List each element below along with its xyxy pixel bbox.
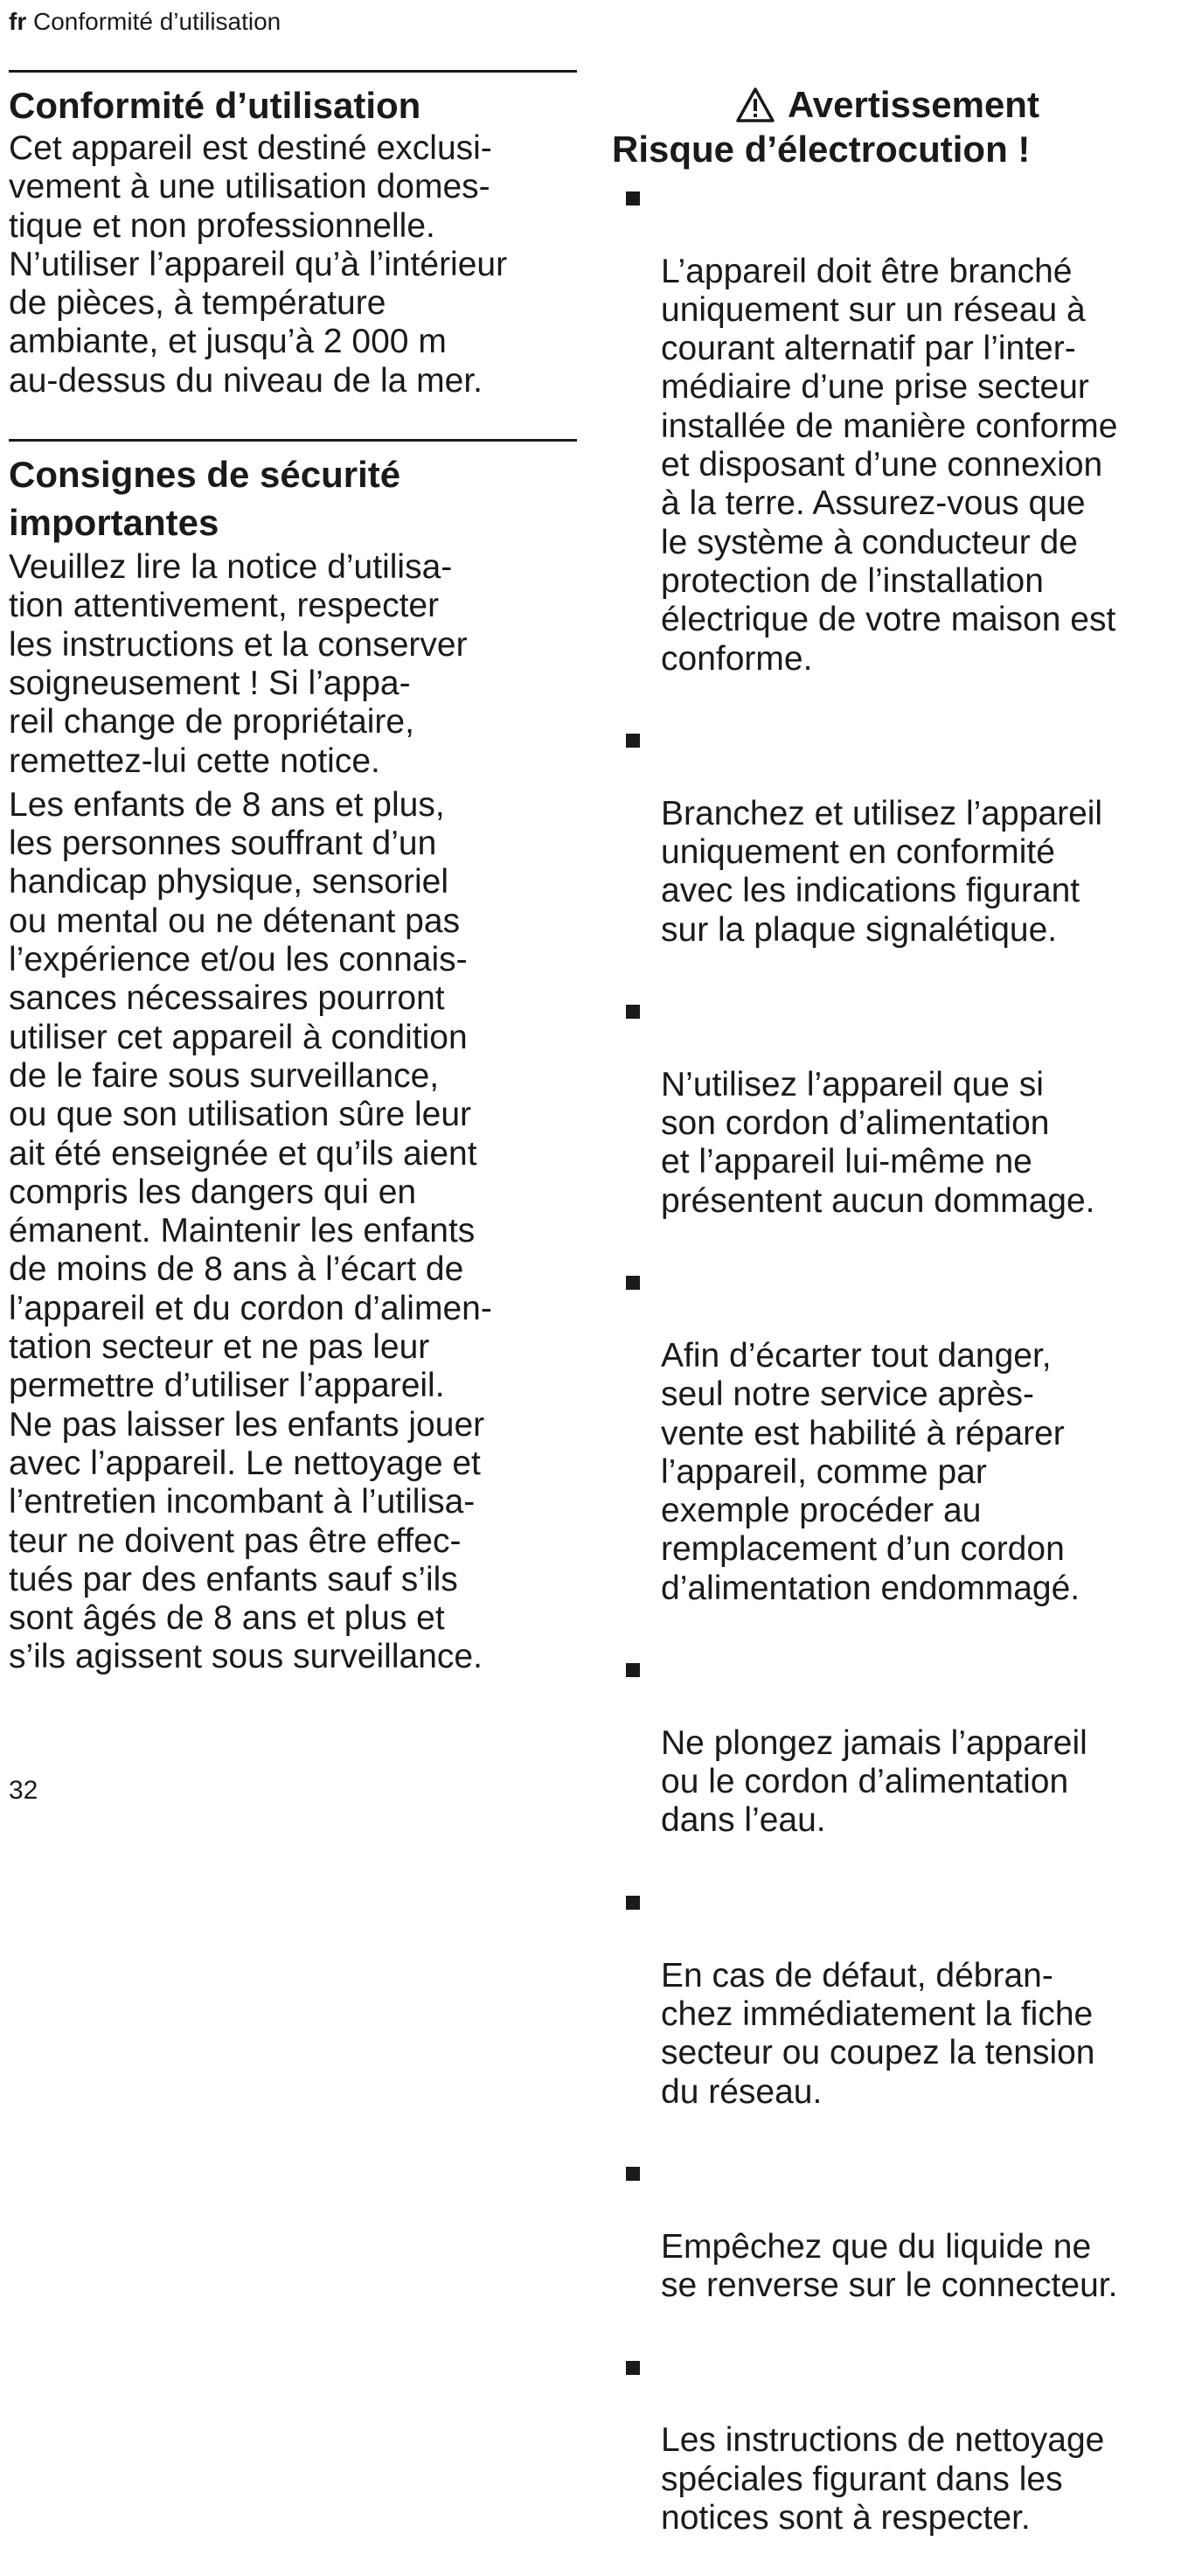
section-title-line1: Consignes de sécurité: [9, 454, 401, 496]
paragraph-lire-notice: Veuillez lire la notice d’utilisa- tion attentivement, respecter les instructions et la conserver soigneusement ! Si l’appa- reil change de propriétaire, remettez-lui cette notice.: [9, 548, 468, 780]
running-header: [9, 7, 281, 37]
safety-bullet-list: [612, 175, 1189, 2576]
paragraph-usage-interieur: N’utiliser l’appareil qu’à l’intérieur de pièces, à température ambiante, et jusqu’à 2 000 m au-dessus du niveau de la mer.: [9, 245, 508, 400]
bullet-square-icon: [626, 1663, 640, 1677]
page-number: 32: [9, 1776, 38, 1805]
bullet-square-icon: [626, 734, 640, 748]
bullet-text: Les instructions de nettoyage spéciales figurant dans les notices sont à respecter.: [661, 2421, 1105, 2537]
section-title-line2: importantes: [9, 502, 219, 544]
warning-title: Avertissement: [788, 84, 1039, 125]
bullet-text: Branchez et utilisez l’appareil uniquement en conformité avec les indications figurant sur la plaque signalétique.: [661, 794, 1103, 949]
section-title-conformite: Conformité d’utilisation: [9, 85, 421, 126]
running-header-title: Conformité d’utilisation: [33, 8, 281, 35]
list-item: [612, 1259, 1189, 1647]
section-title-consignes: [9, 450, 586, 547]
list-item: [612, 2344, 1189, 2576]
bullet-square-icon: [626, 1276, 640, 1290]
bullet-square-icon: [626, 191, 640, 205]
bullet-text: Empêchez que du liquide ne se renverse sur le connecteur.: [661, 2227, 1118, 2305]
bullet-text: N’utilisez l’appareil que si son cordon d’alimentation et l’appareil lui-même ne présentent aucun dommage.: [661, 1065, 1095, 1220]
warning-heading: [612, 82, 1189, 128]
bullet-square-icon: [626, 2361, 640, 2375]
list-item: [612, 175, 1189, 717]
bullet-square-icon: [626, 2167, 640, 2181]
list-item: [612, 1879, 1189, 2150]
bullet-text: Ne plongez jamais l’appareil ou le cordon d’alimentation dans l’eau.: [661, 1723, 1087, 1840]
warning-triangle-icon: [735, 87, 775, 123]
bullet-text: En cas de défaut, débran- chez immédiatement la fiche secteur ou coupez la tension du réseau.: [661, 1956, 1095, 2111]
paragraph-enfants: Les enfants de 8 ans et plus, les personnes souffrant d’un handicap physique, sensoriel ou mental ou ne détenant pas l’expérience et/ou les connais- sances nécessaires pourront utiliser cet appareil à condition de le faire sous surveillance, ou que son utilisation sûre leur ait été enseignée et qu’ils aient compris les dangers qui en émanent. Maintenir les enfants de moins de 8 ans à l’écart de l’appareil et du cordon d’alimen- tation secteur et ne pas leur permettre d’utiliser l’appareil. Ne pas laisser les enfants jouer avec l’appareil. Le nettoyage et l’entretien incombant à l’utilisa- teur ne doivent pas être effec- tués par des enfants sauf s’ils sont âgés de 8 ans et plus et s’ils agissent sous surveillance.: [9, 785, 492, 1676]
right-column: [612, 70, 1189, 2576]
list-item: [612, 1647, 1189, 1879]
list-item: [612, 717, 1189, 988]
list-item: [612, 988, 1189, 1259]
warning-subtitle: Risque d’électrocution !: [612, 129, 1031, 170]
left-column: [9, 70, 586, 1677]
paragraph-usage-domestique: Cet appareil est destiné exclusi- vement à une utilisation domes- tique et non professionnelle.: [9, 129, 492, 245]
language-code: fr: [9, 8, 27, 35]
bullet-text: L’appareil doit être branché uniquement sur un réseau à courant alternatif par l’inter- médiaire d’une prise secteur installée de manière conforme et disposant d’une connexion à la terre. Assurez-vous que le système à conducteur de protection de l’installation électrique de votre maison est conforme.: [661, 252, 1118, 678]
bullet-text: Afin d’écarter tout danger, seul notre service après- vente est habilité à réparer l’appareil, comme par exemple procéder au remplacement d’un cordon d’alimentation endommagé.: [661, 1336, 1080, 1607]
section-divider: [9, 439, 577, 442]
section-divider: [9, 70, 577, 73]
bullet-square-icon: [626, 1005, 640, 1019]
list-item: [612, 2150, 1189, 2343]
bullet-square-icon: [626, 1896, 640, 1910]
